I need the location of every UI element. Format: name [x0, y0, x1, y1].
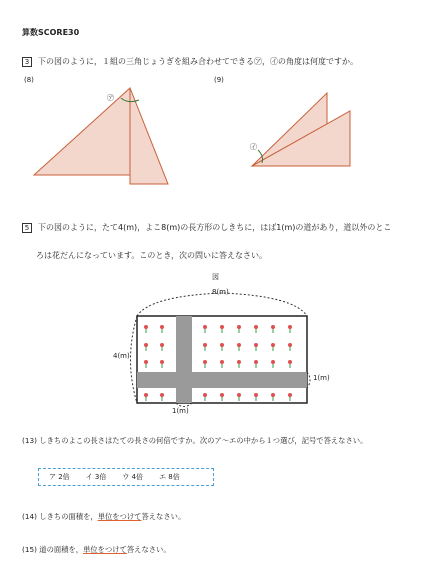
flower-head — [271, 360, 275, 364]
width-dim — [137, 293, 307, 316]
q14-prefix: (14) しきちの面積を， — [22, 512, 98, 521]
flower-head — [144, 343, 148, 347]
width-label: 8(m) — [212, 288, 229, 296]
flower-head — [254, 343, 258, 347]
choice-a: ア 2倍 — [49, 473, 70, 481]
page-header: 算数SCORE30 — [22, 28, 80, 37]
q15-suffix: 答えなさい。 — [126, 545, 171, 554]
flower-head — [237, 343, 241, 347]
angle-a-label: ㋐ — [107, 94, 114, 102]
flower-head — [237, 325, 241, 329]
flower-head — [160, 360, 164, 364]
plot-figure — [131, 293, 311, 407]
flower-head — [203, 393, 207, 397]
choice-u: ウ 4倍 — [122, 473, 144, 481]
flower-head — [237, 360, 241, 364]
flower-head — [220, 393, 224, 397]
flower-head — [288, 325, 292, 329]
q15-underlined: 単位をつけて — [83, 545, 127, 554]
q15-line — [22, 545, 171, 555]
flower-head — [144, 360, 148, 364]
flower-head — [254, 325, 258, 329]
flower-head — [160, 325, 164, 329]
figure-label: 図 — [212, 273, 219, 281]
flower-head — [288, 360, 292, 364]
flower-head — [288, 393, 292, 397]
choice-box — [38, 468, 214, 486]
choice-i: イ 3倍 — [85, 473, 107, 481]
road-vertical — [176, 316, 192, 403]
flower-head — [254, 360, 258, 364]
flower-head — [144, 325, 148, 329]
q14-line — [22, 512, 185, 522]
q5-text1: 下の図のように，たて4(m)，よこ8(m)の長方形のしきちに，はば1(m)の道があり，道以外のとこ — [38, 223, 392, 232]
q5-number: 5 — [22, 223, 32, 233]
flower-head — [160, 343, 164, 347]
flower-head — [160, 393, 164, 397]
flower-head — [220, 325, 224, 329]
flower-head — [254, 393, 258, 397]
road-v-label: 1(m) — [172, 407, 189, 415]
q5-line1 — [22, 222, 391, 233]
q3-text: 下の図のように，１組の三角じょうぎを組み合わせてできる㋐，㋑の角度は何度ですか。 — [38, 57, 358, 66]
flower-head — [220, 360, 224, 364]
height-label: 4(m) — [113, 352, 130, 360]
choice-e: エ 8倍 — [159, 473, 180, 481]
flower-head — [288, 343, 292, 347]
flower-head — [271, 325, 275, 329]
flower-head — [144, 393, 148, 397]
flower-head — [237, 393, 241, 397]
road-horizontal — [137, 372, 307, 388]
q13-text: (13) しきちのよこの長さはたての長さの何倍ですか。次のア～エの中から１つ選び，記号で答えなさい。 — [22, 436, 368, 445]
road-h-label: 1(m) — [313, 374, 330, 382]
q5-text2: ろは花だんになっています。このとき，次の問いに答えなさい。 — [36, 251, 268, 260]
q9-label: (9) — [214, 76, 224, 84]
triangle-8b — [130, 88, 168, 184]
q14-suffix: 答えなさい。 — [141, 512, 186, 521]
q15-prefix: (15) 道の面積を， — [22, 545, 84, 554]
q14-underlined: 単位をつけて — [97, 512, 142, 521]
flower-head — [271, 393, 275, 397]
flower-head — [271, 343, 275, 347]
flower-head — [203, 325, 207, 329]
flower-head — [203, 343, 207, 347]
height-dim — [131, 316, 138, 403]
angle-i-label: ㋑ — [250, 143, 257, 151]
q3-number: 3 — [22, 57, 32, 67]
triangle-8a — [34, 88, 130, 175]
q8-label: (8) — [24, 76, 34, 84]
flower-head — [203, 360, 207, 364]
flower-head — [220, 343, 224, 347]
